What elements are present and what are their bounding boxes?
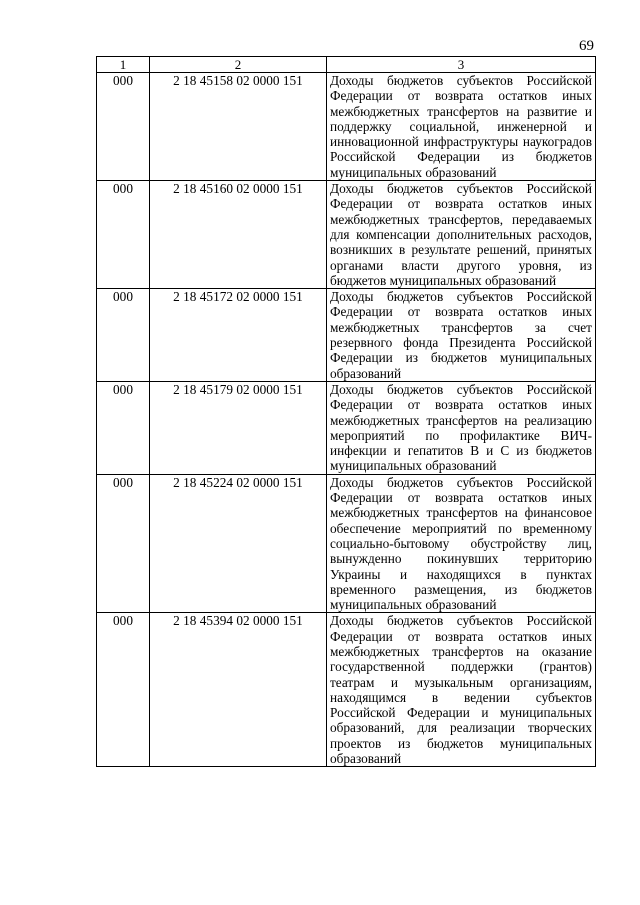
revenue-classification-table: [96, 56, 596, 767]
kbk-code-cell: 2 18 45224 02 0000 151: [150, 474, 327, 613]
description-cell: Доходы бюджетов субъектов Российской Федерации от возврата остатков иных межбюджетных трансфертов на развитие и поддержку социальной, инженерной и инновационной инфраструктуры наукоградов Российской Федерации из бюджетов муниципальных образований: [327, 73, 596, 181]
admin-code-cell: 000: [97, 381, 150, 474]
admin-code-cell: 000: [97, 474, 150, 613]
table-row: [97, 474, 596, 613]
kbk-code-cell: 2 18 45160 02 0000 151: [150, 181, 327, 289]
table-row: [97, 381, 596, 474]
admin-code-cell: 000: [97, 73, 150, 181]
table-row: [97, 613, 596, 767]
admin-code-cell: 000: [97, 181, 150, 289]
table-row: [97, 181, 596, 289]
column-header-2: 2: [150, 57, 327, 73]
description-cell: Доходы бюджетов субъектов Российской Федерации от возврата остатков иных межбюджетных трансфертов за счет резервного фонда Президента Российской Федерации из бюджетов муниципальных образований: [327, 289, 596, 382]
table-row: [97, 73, 596, 181]
table-row: [97, 289, 596, 382]
kbk-code-cell: 2 18 45158 02 0000 151: [150, 73, 327, 181]
kbk-code-cell: 2 18 45179 02 0000 151: [150, 381, 327, 474]
description-cell: Доходы бюджетов субъектов Российской Федерации от возврата остатков иных межбюджетных трансфертов на оказание государственной поддержки (грантов) театрам и музыкальным организациям, находящимся в ведении субъектов Российской Федерации и муниципальных образований, для реализации творческих проектов из бюджетов муниципальных образований: [327, 613, 596, 767]
description-cell: Доходы бюджетов субъектов Российской Федерации от возврата остатков иных межбюджетных трансфертов на финансовое обеспечение мероприятий по временному социально-бытовому обустройству лиц, вынужденно покинувших территорию Украины и находящихся в пунктах временного размещения, из бюджетов муниципальных образований: [327, 474, 596, 613]
column-header-3: 3: [327, 57, 596, 73]
table-header-row: [97, 57, 596, 73]
admin-code-cell: 000: [97, 613, 150, 767]
kbk-code-cell: 2 18 45172 02 0000 151: [150, 289, 327, 382]
description-cell: Доходы бюджетов субъектов Российской Федерации от возврата остатков иных межбюджетных трансфертов на реализацию мероприятий по профилактике ВИЧ-инфекции и гепатитов В и С из бюджетов муниципальных образований: [327, 381, 596, 474]
kbk-code-cell: 2 18 45394 02 0000 151: [150, 613, 327, 767]
column-header-1: 1: [97, 57, 150, 73]
description-cell: Доходы бюджетов субъектов Российской Федерации от возврата остатков иных межбюджетных трансфертов, передаваемых для компенсации дополнительных расходов, возникших в результате решений, принятых органами власти другого уровня, из бюджетов муниципальных образований: [327, 181, 596, 289]
page-number: 69: [579, 38, 594, 54]
admin-code-cell: 000: [97, 289, 150, 382]
